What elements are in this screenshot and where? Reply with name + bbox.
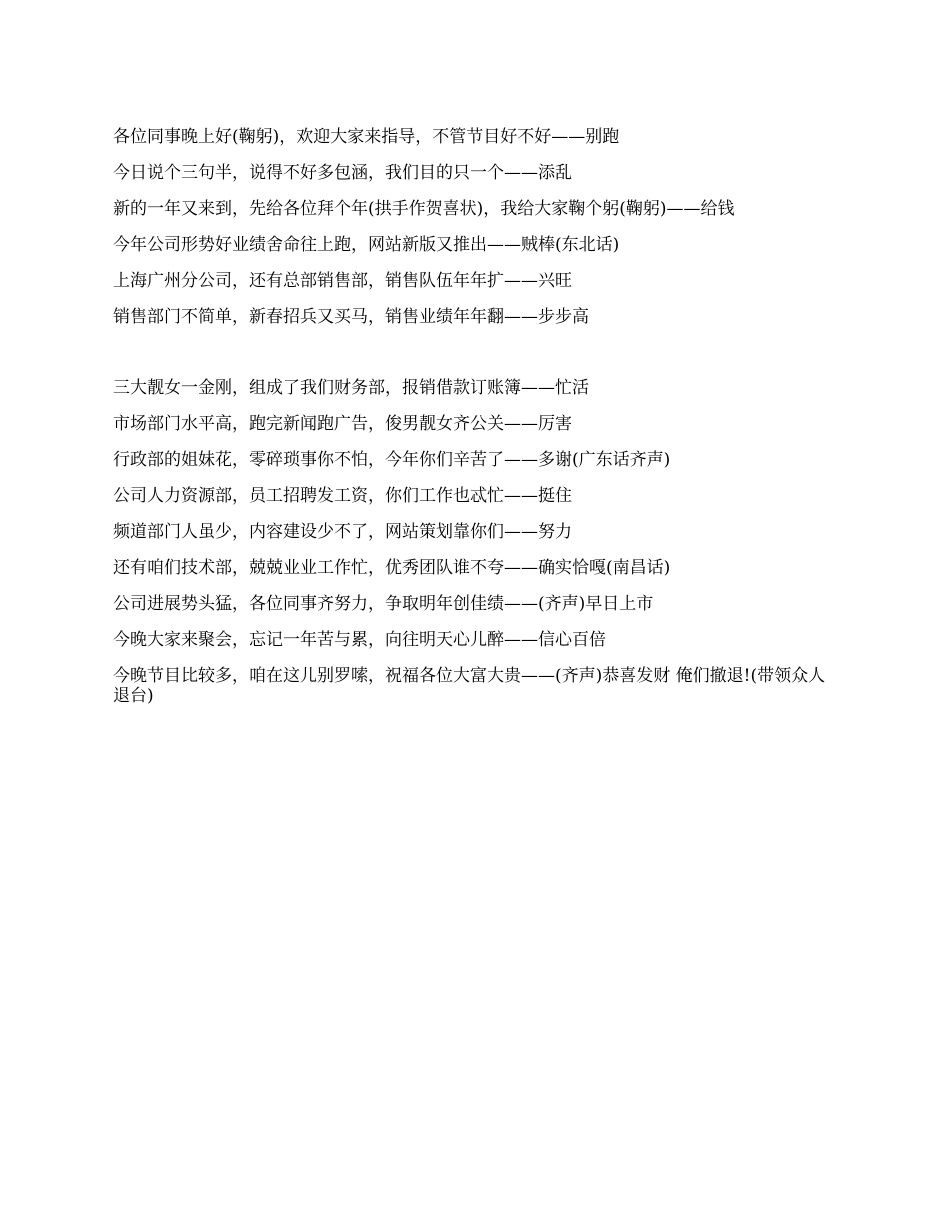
script-line: 市场部门水平高，跑完新闻跑广告，俊男靓女齐公关——厉害 [113, 414, 572, 434]
script-line: 公司人力资源部，员工招聘发工资，你们工作也忒忙——挺住 [113, 486, 572, 506]
script-line: 今晚节目比较多，咱在这儿别罗嗦，祝福各位大富大贵——(齐声)恭喜发财 俺们撤退!(带领众人退台) [113, 666, 826, 706]
script-line: 还有咱们技术部，兢兢业业工作忙，优秀团队谁不夸——确实恰嘎(南昌话) [113, 558, 671, 578]
script-line: 公司进展势头猛，各位同事齐努力，争取明年创佳绩——(齐声)早日上市 [113, 594, 654, 614]
script-line: 上海广州分公司，还有总部销售部，销售队伍年年扩——兴旺 [113, 271, 572, 291]
script-line: 三大靓女一金刚，组成了我们财务部，报销借款订账簿——忙活 [113, 378, 589, 398]
script-line: 今日说个三句半，说得不好多包涵，我们目的只一个——添乱 [113, 163, 572, 183]
script-line: 频道部门人虽少，内容建设少不了，网站策划靠你们——努力 [113, 522, 572, 542]
script-section-2 [113, 378, 838, 706]
script-line: 新的一年又来到，先给各位拜个年(拱手作贺喜状)，我给大家鞠个躬(鞠躬)——给钱 [113, 199, 735, 219]
script-line: 今年公司形势好业绩舍命往上跑，网站新版又推出——贼棒(东北话) [113, 235, 620, 255]
script-line: 销售部门不简单，新春招兵又买马，销售业绩年年翻——步步高 [113, 307, 589, 327]
script-section-1 [113, 127, 838, 327]
script-line: 各位同事晚上好(鞠躬)，欢迎大家来指导，不管节目好不好——别跑 [113, 127, 620, 147]
script-line: 行政部的姐妹花，零碎琐事你不怕，今年你们辛苦了——多谢(广东话齐声) [113, 450, 671, 470]
script-line: 今晚大家来聚会，忘记一年苦与累，向往明天心儿醉——信心百倍 [113, 630, 606, 650]
